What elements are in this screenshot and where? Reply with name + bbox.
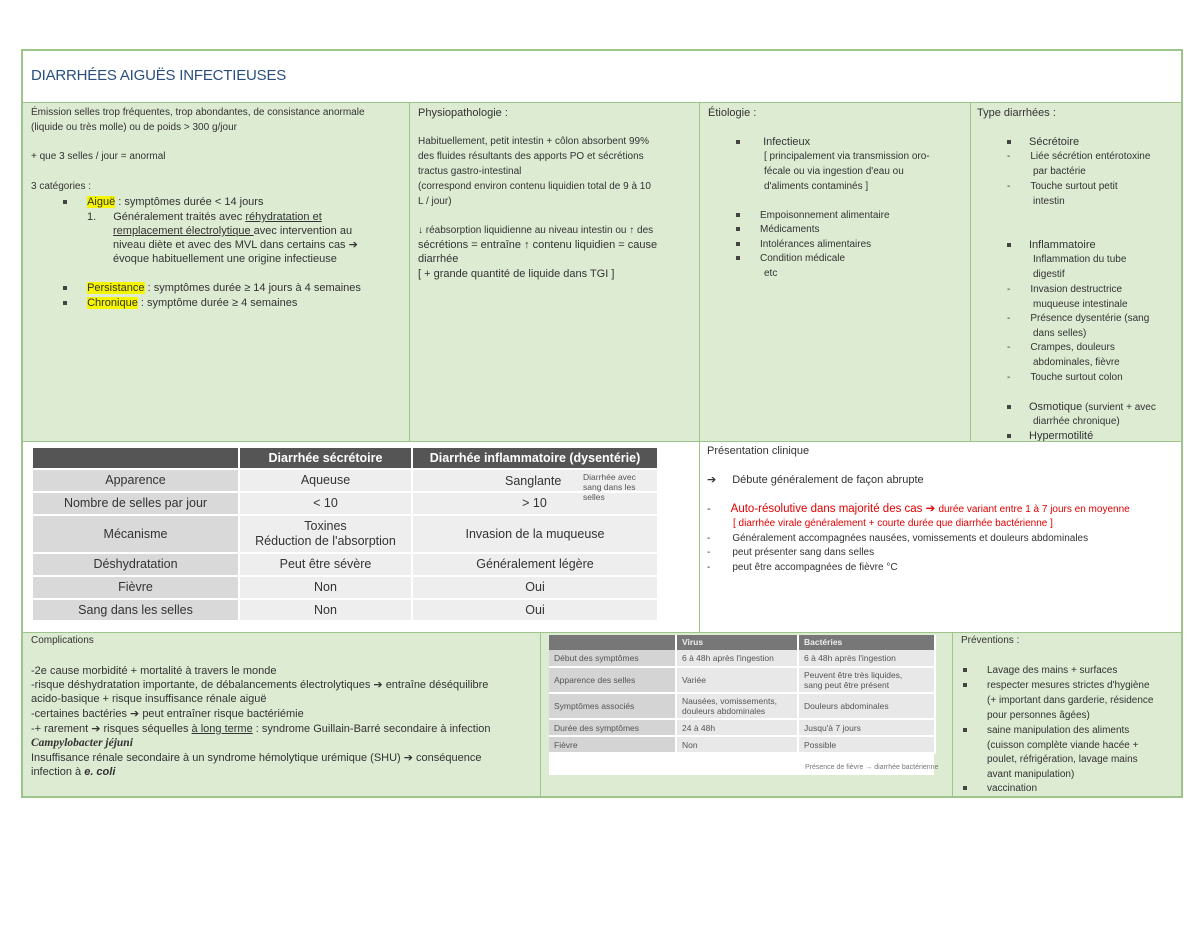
etiology-cell [699,102,971,442]
etiology-infectieux [736,135,810,150]
dash: - [707,533,711,544]
document-page [21,49,1183,798]
table-cell: Non [240,577,413,600]
dash: - [1007,151,1011,162]
type-detail: diarrhée chronique) [1033,416,1120,427]
etiology-item-label: Condition médicale [760,253,846,264]
category-persistance [63,281,361,296]
dash: - [1007,284,1011,295]
table-row [549,693,935,719]
sub-item-line [113,224,352,239]
table-cell: Variée [676,667,798,693]
prevention-text: respecter mesures strictes d'hygiène [987,680,1150,691]
square-bullet-icon [963,683,967,687]
table-cell-key: Sang dans les selles [33,600,240,622]
table-row [549,650,935,667]
prevention-item [963,664,1117,679]
type-inflammatoire [1007,238,1096,253]
square-bullet-icon [736,256,740,260]
definition-line: 3 catégories : [31,181,92,192]
types-heading: Type diarrhées : [977,107,1056,119]
presentation-heading: Présentation clinique [707,445,810,457]
table-header [33,448,240,470]
complications-cell [22,632,541,797]
square-bullet-icon [1007,243,1011,247]
type-detail-text: Touche surtout colon [1030,372,1123,383]
note-line: selles [583,492,605,502]
page-title: DIARRHÉES AIGUËS INFECTIEUSES [31,67,287,84]
table-cell: 6 à 48h après l'ingestion [676,650,798,667]
etiology-item-label: Intolérances alimentaires [760,239,872,250]
table-cell: 24 à 48h [676,719,798,736]
table-cell-key: Symptômes associés [549,693,676,719]
complication-line: acido-basique + risque insuffisance rénale aiguë [31,693,267,705]
table-cell-key: Début des symptômes [549,650,676,667]
prevention-text: vaccination [987,783,1038,794]
prevention-detail: avant manipulation) [987,769,1075,780]
type-detail: intestin [1033,196,1065,207]
prevention-item [963,782,1037,797]
square-bullet-icon [963,728,967,732]
definition-line: + que 3 selles / jour = anormal [31,151,166,162]
bloody-stool-note [583,472,636,502]
type-detail: dans selles) [1033,328,1087,339]
table-cell: Non [240,600,413,622]
presentation-item [707,561,898,576]
preventions-heading: Préventions : [961,635,1020,646]
table-row [549,719,935,736]
square-bullet-icon [63,286,67,290]
complication-text: infection à [31,766,85,778]
type-detail-text: Touche surtout petit [1030,181,1118,192]
sub-item-line: niveau diète et avec des MVL dans certains cas ➔ [113,239,358,251]
type-detail [1007,180,1118,195]
aigue-label: Aiguë [87,196,116,208]
physio-line: tractus gastro-intestinal [418,166,522,177]
dash: - [707,503,711,515]
physiopathology-cell [409,102,700,442]
table-row [33,470,659,493]
physio-line: Habituellement, petit intestin + côlon absorbent 99% [418,136,649,147]
table-cell: 6 à 48h après l'ingestion [798,650,935,667]
type-detail [1007,150,1150,165]
dash: - [707,547,711,558]
prevention-detail: poulet, réfrigération, lavage mains [987,754,1138,765]
infectieux-detail: fécale ou via ingestion d'eau ou [764,166,904,177]
complication-line: -certaines bactéries ➔ peut entraîner risque bactériémie [31,708,304,720]
dash: - [1007,313,1011,324]
etiology-item [736,252,845,267]
type-detail-text: Liée sécrétion entérotoxine [1030,151,1151,162]
chronique-text: : symptôme durée ≥ 4 semaines [137,297,298,309]
type-detail: digestif [1033,269,1065,280]
physio-heading: Physiopathologie : [418,107,508,119]
clinical-presentation-cell [699,441,1182,633]
dash: - [707,562,711,573]
presentation-bracket: [ diarrhée virale généralement + courte durée que diarrhée bactérienne ] [733,518,1053,529]
type-detail [1007,283,1122,298]
physio-line: sécrétions = entraîne ↑ contenu liquidien = cause [418,239,658,251]
square-bullet-icon [736,213,740,217]
complication-text-italic: e. coli [84,766,116,778]
table-cell: Généralement légère [413,554,659,577]
infectieux-detail: [ principalement via transmission oro- [764,151,930,162]
physio-line: ↓ réabsorption liquidienne au niveau intestin ou ↑ des [418,225,654,236]
presentation-auto [707,502,1130,518]
table-cell-key: Nombre de selles par jour [33,493,240,516]
definition-cell [22,102,410,442]
secretoire-label: Sécrétoire [1029,136,1080,148]
sub-item [87,210,322,225]
type-detail [1007,341,1115,356]
table-cell: Oui [413,577,659,600]
complication-line: -2e cause morbidité + mortalité à travers le monde [31,665,277,677]
square-bullet-icon [736,242,740,246]
prevention-detail: (cuisson complète viande hacée + [987,740,1139,751]
infectieux-label: Infectieux [763,136,811,148]
square-bullet-icon [63,301,67,305]
complication-text-underlined: à long terme [191,723,253,735]
presentation-item-text: peut présenter sang dans selles [732,547,875,558]
table-cell-text: Sanglante [505,474,562,488]
dash: - [1007,342,1011,353]
presentation-item-text: Généralement accompagnées nausées, vomissements et douleurs abdominales [732,533,1089,544]
type-detail [1007,371,1123,386]
type-detail-text: Invasion destructrice [1030,284,1123,295]
table-cell-text: douleurs abdominales [682,706,766,716]
dash: - [1007,181,1011,192]
presentation-abrupt [707,473,924,488]
type-detail: Inflammation du tube [1033,254,1127,265]
table-cell [676,693,798,719]
sub-text: Généralement traités avec [113,211,246,223]
table-cell-key: Déshydratation [33,554,240,577]
prevention-text: Lavage des mains + surfaces [987,665,1118,676]
table-cell-key: Fièvre [549,736,676,753]
etiology-heading: Étiologie : [708,107,757,119]
auto-resolutive-text: Auto-résolutive dans majorité des cas ➔ [730,503,939,515]
prevention-item [963,724,1129,739]
dash: - [1007,372,1011,383]
persistance-text: : symptômes durée ≥ 14 jours à 4 semaines [144,282,361,294]
type-secretoire [1007,135,1079,150]
table-row [549,667,935,693]
table-row [33,577,659,600]
table-row [33,516,659,554]
etiology-item [736,209,890,224]
osmotique-label: Osmotique [1029,401,1083,413]
inflammatoire-label: Inflammatoire [1029,239,1096,251]
table-cell-key: Apparence [33,470,240,493]
table-cell [413,470,659,502]
physio-line: des fluides résultants des apports PO et sécrétions [418,151,644,162]
virus-bacteria-cell [540,632,953,797]
prevention-detail: pour personnes âgées) [987,710,1090,721]
table-cell: Peut être sévère [240,554,413,577]
square-bullet-icon [963,668,967,672]
complication-line: Insuffisance rénale secondaire à un syndrome hémolytique urémique (SHU) ➔ conséquence [31,752,482,764]
note-line: sang dans les [583,482,636,492]
sub-text-underlined: réhydratation et [245,211,322,223]
physio-line: (correspond environ contenu liquidien total de 9 à 10 [418,181,651,192]
complication-line: Campylobacter jéjuni [31,737,133,749]
type-osmotique [1007,400,1156,416]
table-cell: Jusqu'à 7 jours [798,719,935,736]
type-detail-text: Présence dysentérie (sang [1030,313,1150,324]
square-bullet-icon [736,227,740,231]
square-bullet-icon [963,786,967,790]
etiology-item-label: Empoisonnement alimentaire [760,210,890,221]
prevention-text: saine manipulation des aliments [987,725,1130,736]
title-cell [22,50,1182,103]
persistance-label: Persistance [87,282,145,294]
table-header: Virus [676,635,798,650]
type-detail-text: Crampes, douleurs [1030,342,1115,353]
complication-text: -+ rarement ➔ risques séquelles [31,723,192,735]
square-bullet-icon [1007,405,1011,409]
hypermotilite-label: Hypermotilité [1029,430,1094,442]
types-cell [970,102,1182,442]
table-cell-text: sang peut être présent [804,680,890,690]
sub-number: 1. [87,211,97,223]
table-cell-key: Mécanisme [33,516,240,554]
definition-line: (liquide ou très molle) ou de poids > 300 g/jour [31,122,237,133]
preventions-cell [952,632,1182,797]
table-row [33,600,659,622]
table-header-row [33,448,659,470]
type-detail: abdominales, fièvre [1033,357,1120,368]
table-cell-text: Peuvent être très liquides, [804,670,903,680]
table-header-row [549,635,935,650]
aigue-text: : symptômes durée < 14 jours [115,196,264,208]
complications-heading: Complications [31,635,94,646]
square-bullet-icon [736,140,740,144]
table-row [549,736,935,753]
table-cell: Possible [798,736,935,753]
type-detail: muqueuse intestinale [1033,299,1128,310]
physio-line: L / jour) [418,196,452,207]
table-cell: Non [676,736,798,753]
complication-line: -risque déshydratation importante, de débalancements électrolytiques ➔ entraîne déséquilibre [31,679,489,691]
osmotique-note: (survient + avec [1082,402,1156,413]
etiology-item [736,223,819,238]
prevention-detail: (+ important dans garderie, résidence [987,695,1154,706]
etiology-item-label: Médicaments [760,224,820,235]
square-bullet-icon [1007,434,1011,438]
table-cell-text: > 10 [522,496,547,511]
table-cell-key: Fièvre [33,577,240,600]
square-bullet-icon [1007,140,1011,144]
category-chronique [63,296,297,311]
chronique-label: Chronique [87,297,138,309]
table-header: Bactéries [798,635,935,650]
table-header: Diarrhée inflammatoire (dysentérie) [413,448,659,470]
definition-line: Émission selles trop fréquentes, trop abondantes, de consistance anormale [31,107,365,118]
type-detail [1007,312,1149,327]
table-row [33,493,659,516]
note-line: Diarrhée avec [583,472,636,482]
category-aigue [63,195,263,210]
virus-bacteria-table [549,635,936,754]
table-header: Diarrhée sécrétoire [240,448,413,470]
table-cell-text: Toxines [304,519,347,534]
type-detail: par bactérie [1033,166,1086,177]
table-cell: Oui [413,600,659,622]
presentation-item [707,532,1088,547]
physio-line: diarrhée [418,253,459,265]
complication-text: : syndrome Guillain-Barré secondaire à infection [252,723,491,735]
sub-text: avec intervention au [253,225,353,237]
square-bullet-icon [63,200,67,204]
table-cell [240,516,413,554]
table-header [549,635,676,650]
abrupt-text: Débute généralement de façon abrupte [732,474,924,486]
table-cell: < 10 [240,493,413,516]
arrow-right-icon: ➔ [707,474,717,486]
presentation-item-text: peut être accompagnées de fièvre °C [732,562,898,573]
comparison-cell [22,441,700,633]
prevention-item [963,679,1150,694]
table-cell: Invasion de la muqueuse [413,516,659,554]
sub-item-line: évoque habituellement une origine infectieuse [113,253,337,265]
table-cell-text: Réduction de l'absorption [255,534,396,548]
table-cell [798,667,935,693]
duration-text: durée variant entre 1 à 7 jours en moyenne [938,504,1130,515]
table-cell: Douleurs abdominales [798,693,935,719]
sub-text-underlined: remplacement électrolytique [113,225,254,237]
table-cell: Aqueuse [240,470,413,493]
physio-line: [ + grande quantité de liquide dans TGI ] [418,268,615,280]
table-footnote: Présence de fièvre → diarrhée bactérienne [805,764,939,771]
table-cell-text: Nausées, vomissements, [682,696,777,706]
presentation-item [707,546,874,561]
complication-line [31,722,491,737]
table-row [33,554,659,577]
etiology-etc: etc [764,268,778,279]
table-cell-key: Apparence des selles [549,667,676,693]
etiology-item [736,238,871,253]
comparison-table [33,448,659,622]
infectieux-detail: d'aliments contaminés ] [764,181,869,192]
complication-line [31,765,115,780]
table-cell-key: Durée des symptômes [549,719,676,736]
